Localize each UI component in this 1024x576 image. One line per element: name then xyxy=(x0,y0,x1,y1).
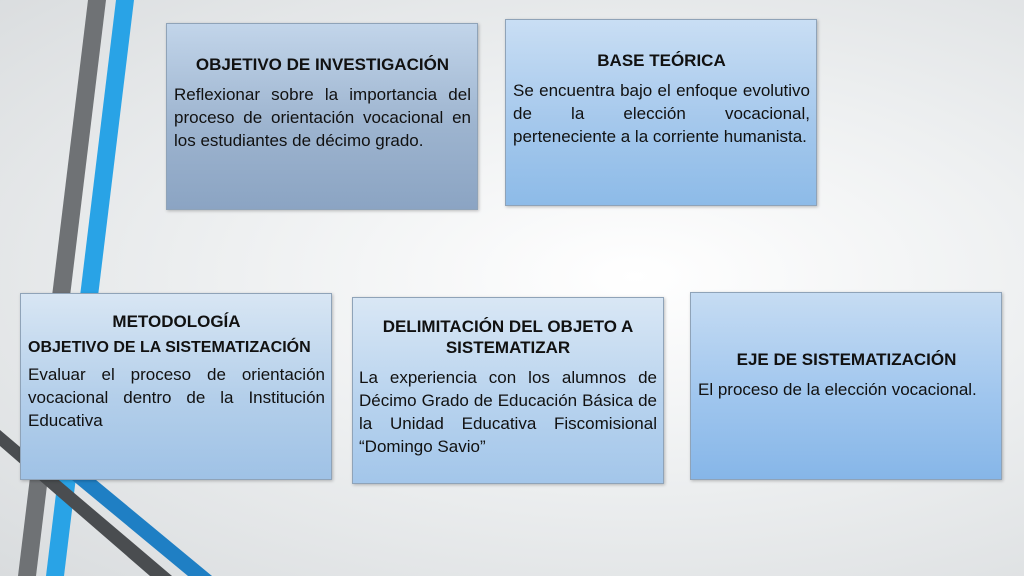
delimitacion-box xyxy=(352,297,664,484)
metodologia-title: METODOLOGÍA xyxy=(112,312,241,331)
delimitacion-title: DELIMITACIÓN DEL OBJETO A SISTEMATIZAR xyxy=(382,317,634,357)
base-teorica-title: BASE TEÓRICA xyxy=(597,51,726,70)
eje-sistematizacion-title: EJE DE SISTEMATIZACIÓN xyxy=(736,350,957,369)
objetivo-investigacion-box xyxy=(166,23,478,210)
delimitacion-text: La experiencia con los alumnos de Décimo Grado de Educación Básica de la Unidad Educativa Fiscomisional “Domingo Savio” xyxy=(359,368,657,456)
base-teorica-text: Se encuentra bajo el enfoque evolutivo de la elección vocacional, perteneciente a la corriente humanista. xyxy=(513,81,810,146)
objetivo-investigacion-text: Reflexionar sobre la importancia del proceso de orientación vocacional en los estudiantes de décimo grado. xyxy=(174,85,471,150)
eje-sistematizacion-box xyxy=(690,292,1002,480)
metodologia-text: Evaluar el proceso de orientación vocacional dentro de la Institución Educativa xyxy=(28,365,325,430)
objetivo-sistematizacion-subtitle: OBJETIVO DE LA SISTEMATIZACIÓN xyxy=(28,339,311,356)
base-teorica-box xyxy=(505,19,817,206)
eje-sistematizacion-text: El proceso de la elección vocacional. xyxy=(698,380,977,399)
objetivo-investigacion-title: OBJETIVO DE INVESTIGACIÓN xyxy=(195,55,450,74)
metodologia-box xyxy=(20,293,332,480)
